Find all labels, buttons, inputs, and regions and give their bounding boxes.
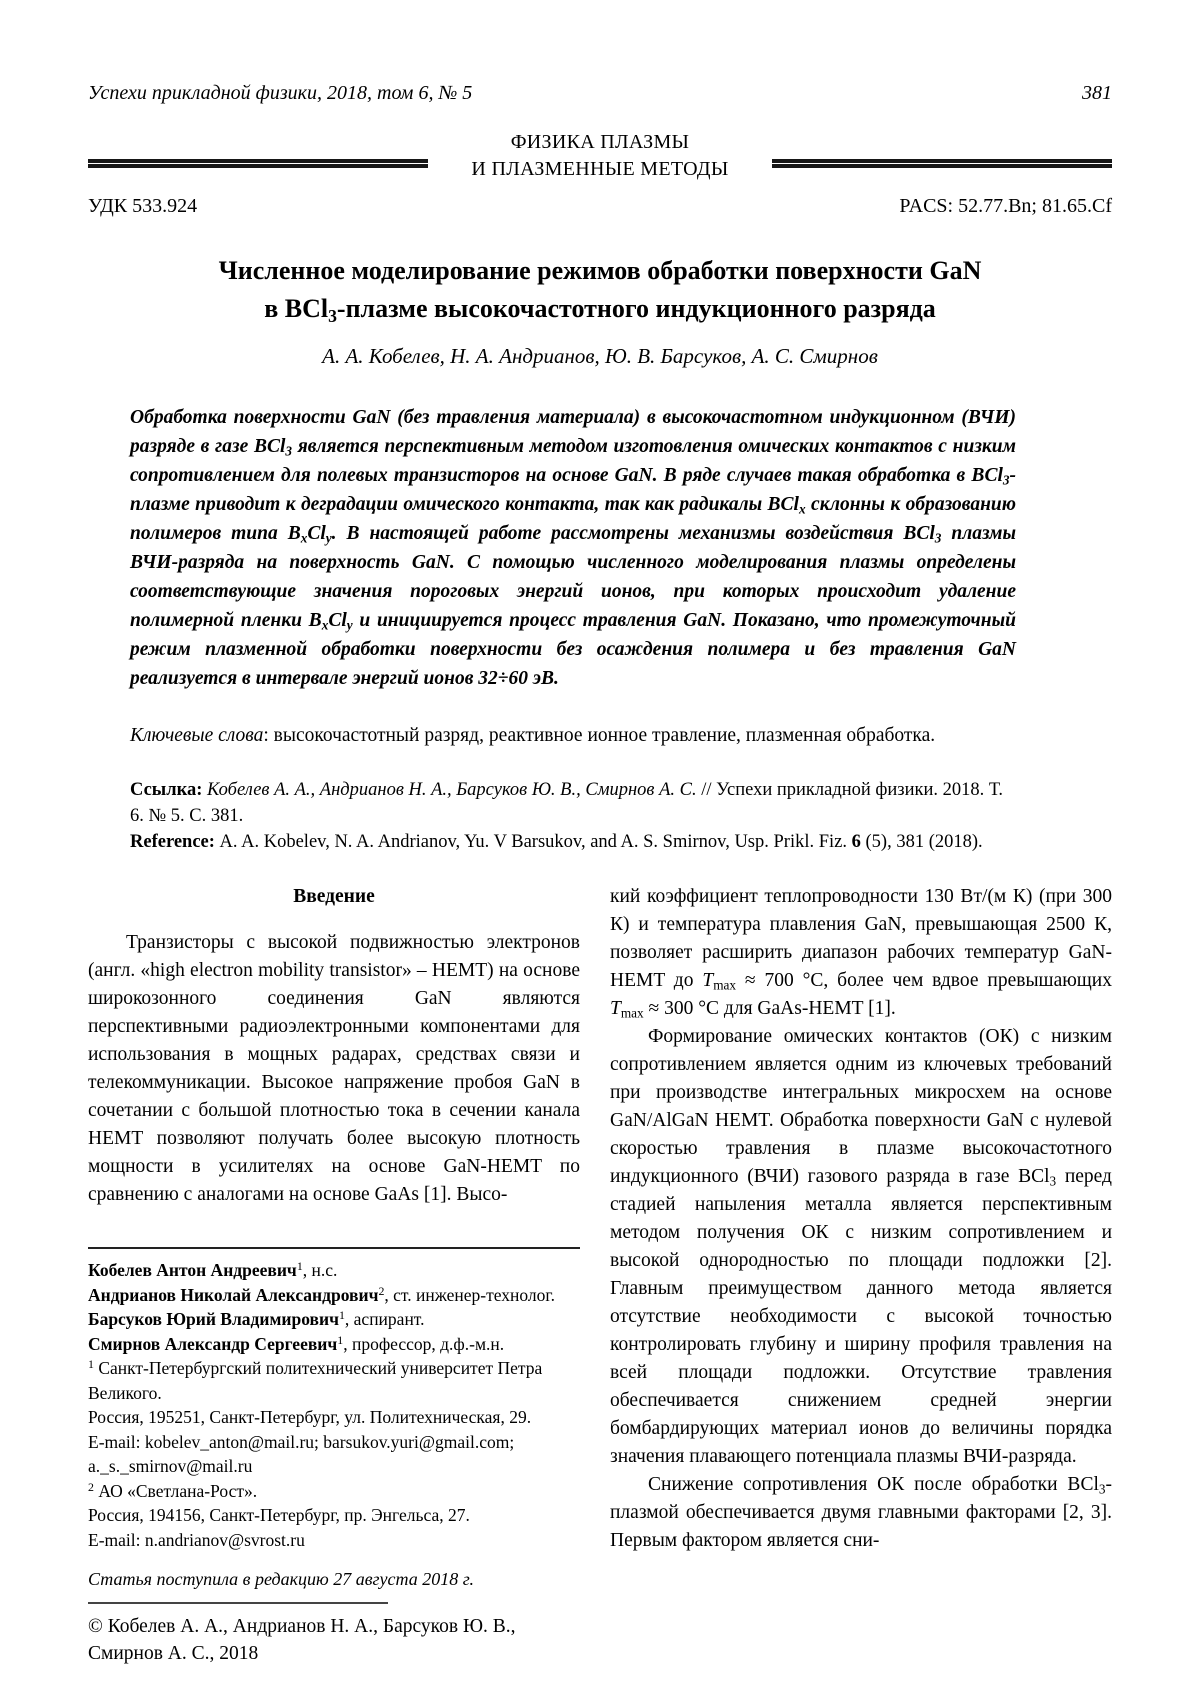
right-column — [610, 883, 1112, 1668]
article-title-line2: в BCl$_3$-плазме высокочастотного индукционного разряда — [264, 294, 936, 326]
body-paragraph-continuation: кий коэффициент теплопроводности 130 Вт/(м К) (при 300 К) и температура плавления GaN, превышающая 2500 К, позволяет расширить диапазон рабочих температур GaN-HEMT до $T_{max} \approx 700$ °C, более чем вдвое превышающих $T_{max} \approx 300$ °C для GaAs-HEMT [1]. — [610, 886, 1112, 1021]
article-title-line1: Численное моделирование режимов обработки поверхности GaN — [218, 256, 982, 285]
section-banner-line2: И ПЛАЗМЕННЫЕ МЕТОДЫ — [471, 158, 729, 180]
email-line: E-mail: kobelev_anton@mail.ru; barsukov.yuri@gmail.com; a._s._smirnov@mail.ru — [88, 1431, 515, 1476]
body-paragraph: Снижение сопротивления ОК после обработки BCl$_3$-плазмой обеспечивается двумя главными факторами [2, 3]. Первым фактором является сни- — [610, 1474, 1112, 1551]
authors-line: А. А. Кобелев, Н. А. Андрианов, Ю. В. Барсуков, А. С. Смирнов — [322, 344, 878, 368]
abstract: Обработка поверхности GaN (без травления материала) в высокочастотном индукционном (ВЧИ) разряде в газе BCl$_3$ является перспективным методом изготовления омических контактов с низким сопротивлением для полевых транзисторов на основе GaN. В ряде случаев такая обработка в BCl$_3$-плазме приводит к деградации омического контакта, так как радикалы BCl$_x$ склонны к образованию полимеров типа $B_xCl_y$. В настоящей работе рассмотрены механизмы воздействия BCl$_3$ плазмы ВЧИ-разряда на поверхность GaN. С помощью численного моделирования плазмы определены соответствующие значения пороговых энергий ионов, при которых происходит удаление полимерной пленки $B_xCl_y$ и инициируется процесс травления GaN. Показано, что промежуточный режим плазменной обработки поверхности без осаждения полимера и без травления GaN реализуется в интервале энергий ионов 32÷60 эВ. — [130, 407, 1017, 689]
pacs-code: PACS: 52.77.Bn; 81.65.Cf — [899, 195, 1112, 217]
left-column — [88, 883, 580, 1668]
author-bio-line: Кобелев Антон Андреевич$^1$, н.с. — [88, 1259, 338, 1280]
author-bio-line: Смирнов Александр Сергеевич$^1$, профессор, д.ф.-м.н. — [88, 1332, 505, 1354]
keywords-line: Ключевые слова: высокочастотный разряд, реактивное ионное травление, плазменная обработка. — [130, 725, 936, 746]
body-columns — [88, 883, 1112, 1668]
article-title — [88, 252, 1112, 328]
body-paragraph: Формирование омических контактов (ОК) с низким сопротивлением является одним из ключевых требований при производстве интегральных микросхем на основе GaN/AlGaN HEMT. Обработка поверхности GaN с нулевой скоростью травления в плазме высокочастотного индукционного (ВЧИ) газового разряда в газе BCl$_3$ перед стадией напыления металла является перспективным методом получения ОК с низким сопротивлением и высокой однородностью по площади подложки [2]. Главным преимуществом данного метода является отсутствие необходимости с высокой точностью контролировать глубину и ширину профиля травления на всей площади подложки. Отсутствие травления обеспечивается снижением средней энергии бомбардирующих материал ионов до величины порядка значения плавающего потенциала плазмы ВЧИ-разряда. — [610, 1026, 1112, 1467]
citation-english: Reference: A. A. Kobelev, N. A. Andrianov, Yu. V Barsukov, and A. S. Smirnov, Usp. Prikl. Fiz. 6 (5), 381 (2018). — [130, 832, 983, 852]
author-bio-line: Барсуков Юрий Владимирович$^1$, аспирант. — [88, 1308, 425, 1329]
author-footnote-block — [88, 1247, 580, 1668]
affiliation-line: $^1$ Санкт-Петербургский политехнический университет Петра Великого. — [88, 1357, 543, 1403]
citation-block — [130, 777, 1016, 855]
section-banner-text — [428, 129, 772, 183]
author-bio-line: Андрианов Николай Александрович$^2$, ст. инженер-технолог. — [88, 1283, 555, 1305]
banner-rule-left — [88, 159, 428, 168]
received-date-line: Статья поступила в редакцию 27 августа 2018 г. — [88, 1569, 475, 1589]
intro-heading: Введение — [293, 886, 375, 907]
section-banner — [88, 129, 1112, 183]
copyright-line: © Кобелев А. А., Андрианов Н. А., Барсуков Ю. В., Смирнов А. С., 2018 — [88, 1615, 516, 1664]
page-number: 381 — [1082, 82, 1112, 104]
affiliation-address-line: Россия, 195251, Санкт-Петербург, ул. Политехническая, 29. — [88, 1407, 532, 1427]
email-line: E-mail: n.andrianov@svrost.ru — [88, 1529, 305, 1550]
copyright-rule — [88, 1602, 388, 1604]
banner-rule-right — [772, 159, 1112, 168]
affiliation-address-line: Россия, 194156, Санкт-Петербург, пр. Энгельса, 27. — [88, 1505, 470, 1525]
running-head — [88, 82, 1112, 105]
section-banner-line1: ФИЗИКА ПЛАЗМЫ — [510, 131, 690, 153]
affiliation-line: $^2$ АО «Светлана-Рост». — [88, 1479, 258, 1501]
intro-paragraph: Транзисторы с высокой подвижностью электронов (англ. «high electron mobility transistor» – HEMT) на основе широкозонного соединения GaN являются перспективными радиоэлектронными компонентами для использования в мощных радарах, средствах связи и телекоммуникации. Высокое напряжение пробоя GaN в сочетании с большой плотностью тока в сечении канала HEMT позволяют получать более высокую плотность мощности в усилителях на основе GaN-HEMT по сравнению с аналогами на основе GaAs [1]. Высо- — [88, 932, 580, 1205]
citation-russian: Ссылка: Кобелев А. А., Андрианов Н. А., Барсуков Ю. В., Смирнов А. С. // Успехи прикладной физики. 2018. Т. 6. № 5. С. 381. — [130, 780, 1003, 826]
classification-codes — [88, 195, 1112, 218]
journal-title-line: Успехи прикладной физики, 2018, том 6, № 5 — [88, 82, 473, 104]
udk-code: УДК 533.924 — [88, 195, 198, 217]
